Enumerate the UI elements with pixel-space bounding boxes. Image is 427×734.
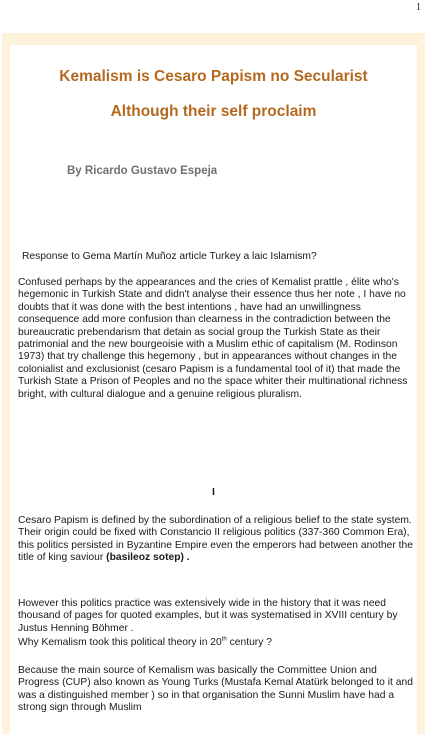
section-heading: I bbox=[212, 486, 215, 498]
page-number: 1 bbox=[416, 2, 421, 13]
title-line-2: Although their self proclaim bbox=[110, 103, 317, 120]
paragraph-4-tail: century ? bbox=[226, 637, 272, 648]
paragraph-2-bold-term: (basileoz sotep) . bbox=[106, 552, 190, 564]
response-line: Response to Gema Martín Muñoz article Turkey a laic Islamism? bbox=[22, 251, 317, 262]
title-line-1: Kemalism is Cesaro Papism no Secularist bbox=[59, 68, 368, 85]
paragraph-2-text: Cesaro Papism is defined by the subordination of a religious belief to the state system. Their origin could be fixed with Constancio II religious politics (337-360 Common Era), this politics persisted in Byzantine Empire even the emperors had between another the title of king saviour bbox=[18, 515, 413, 564]
document-content bbox=[10, 45, 417, 734]
author-byline: By Ricardo Gustavo Espeja bbox=[67, 165, 218, 177]
paragraph-4-superscript: th bbox=[221, 636, 227, 643]
paragraph-2 bbox=[18, 515, 413, 565]
paragraph-5: Because the main source of Kemalism was basically the Committee Union and Progress (CUP) also known as Young Turks (Mustafa Kemal Atatürk belonged to it and was a distinguished member ) so in that organisation the Sunni Muslim have had a strong sign through Muslim bbox=[18, 665, 413, 714]
paragraph-4-text: Why Kemalism took this political theory in 20 bbox=[18, 637, 222, 648]
paragraph-3: However this politics practice was extensively wide in the history that it was need thousand of pages for quoted examples, but it was systematised in XVIII century by Justus Henning Böhmer . bbox=[18, 598, 398, 634]
paragraph-1: Confused perhaps by the appearances and the cries of Kemalist prattle , élite who's hegemonic in Turkish State and didn't analyse their essence thus her note , I have no doubts that it was done with the best intentions , have had an unwillingness consequence add more confusion than clearness in the contradiction between the bureaucratic prebendarism that detain as social group the Turkish State as their patrimonial and the new bourgeoisie with a Muslim ethic of capitalism (M. Rodinson 1973) that try challenge this hegemony , but in appearances without changes in the colonialist and exclusionist (cesaro Papism is a fundamental tool of it) that made the Turkish State a Prison of Peoples and no the space whiter their multinational richness bright, with cultural dialogue and a genuine religious pluralism. bbox=[18, 277, 408, 400]
document-sheet bbox=[2, 33, 425, 734]
paragraph-4 bbox=[18, 637, 413, 649]
